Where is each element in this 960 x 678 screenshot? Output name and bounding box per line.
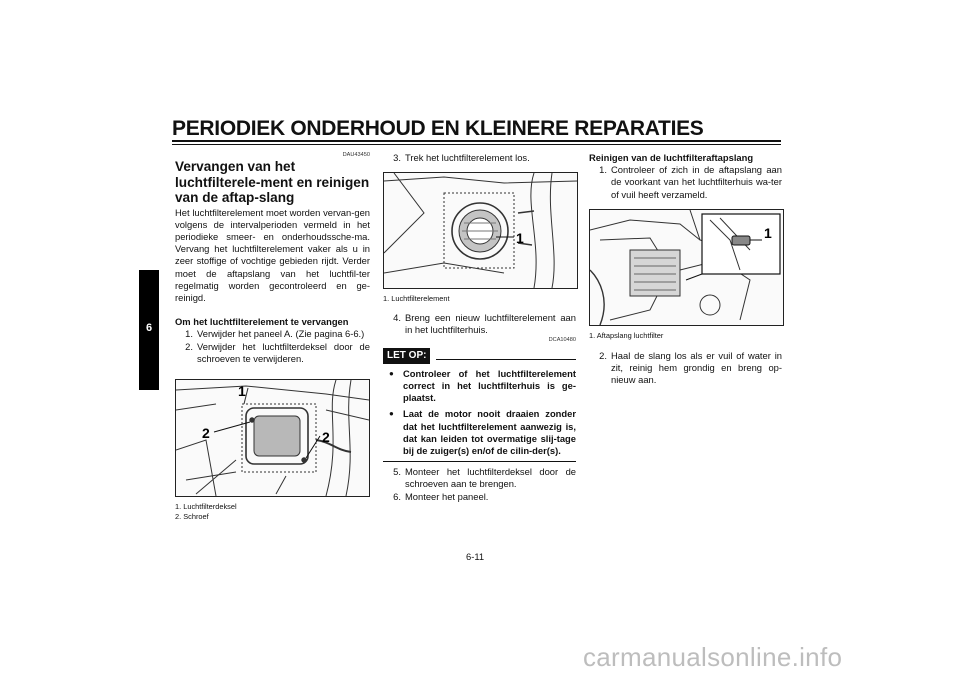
chapter-tab <box>139 270 159 390</box>
step-4 <box>383 312 576 336</box>
column-2 <box>383 152 576 503</box>
step-number: 1. <box>185 328 193 340</box>
step-3 <box>383 152 576 164</box>
step-number: 5. <box>393 466 401 478</box>
section-code: DAU43450 <box>342 152 370 158</box>
step-number: 2. <box>185 340 193 352</box>
caption-1: 1. Luchtfilterdeksel <box>175 501 237 511</box>
step-1 <box>589 164 782 201</box>
notice-label: LET OP: <box>383 348 430 364</box>
callout-1: 1 <box>238 382 246 399</box>
step-text: Controleer of zich in de aftapslang aan de voorkant van het luchtfilterhuis wa-ter of vuil heeft verzameld. <box>611 164 782 200</box>
notice-item <box>383 408 576 457</box>
callout-2-right: 2 <box>322 428 330 445</box>
figure-caption: 1. Luchtfilterelement <box>383 294 450 304</box>
page-number: 6-11 <box>466 551 485 562</box>
step-6 <box>383 491 576 503</box>
step-number: 2. <box>599 349 607 361</box>
intro-paragraph: Het luchtfilterelement moet worden vervan-gen volgens de intervalperioden vermeld in het periodieke smeer- en onderhoudssche-ma. Vervang het luchtfilterelement vaker als u in zeer stoffige of vochtige gebieden rijdt. Verder moet de aftapslang van het luchtfil-ter regelmatig worden gecontroleerd en ge-reinigd. <box>175 206 370 303</box>
figure-filter-cover <box>175 379 370 497</box>
step-text: Verwijder het luchtfilterdeksel door de schroeven te verwijderen. <box>197 340 370 364</box>
figure-drain-hose <box>589 209 784 326</box>
step-text: Trek het luchtfilterelement los. <box>405 152 530 163</box>
bullet-icon: ● <box>389 368 394 378</box>
page-title: PERIODIEK ONDERHOUD EN KLEINERE REPARATIES <box>172 117 704 140</box>
step-number: 4. <box>393 312 401 324</box>
drain-hose-illustration <box>590 210 783 325</box>
step-text: Haal de slang los als er vuil of water in zit, reinig hem grondig en breng op-nieuw aan. <box>611 349 782 386</box>
notice-text: Laat de motor nooit draaien zonder dat het luchtfilterelement aanwezig is, dat kan leiden tot overmatige slij-tage bij de zuiger(s) en/of de cilin-der(s). <box>403 408 576 457</box>
step-5 <box>383 466 576 490</box>
figure-filter-element <box>383 172 578 289</box>
column-1 <box>175 152 370 522</box>
notice-code: DCA10480 <box>548 336 576 343</box>
step-2 <box>589 350 782 387</box>
step-text: Monteer het paneel. <box>405 490 489 502</box>
step-1 <box>175 328 370 340</box>
figure-caption: 1. Aftapslang luchtfilter <box>589 330 664 340</box>
callout-1: 1 <box>764 224 772 241</box>
notice-header <box>383 348 576 364</box>
callout-2-left: 2 <box>202 424 210 441</box>
section-title: Vervangen van het luchtfilterele-ment en reinigen van de aftap-slang <box>175 159 370 205</box>
header-rule-thin <box>172 144 781 145</box>
callout-1: 1 <box>516 230 524 247</box>
subheading-replace-filter: Om het luchtfilterelement te vervangen <box>175 316 349 328</box>
chapter-number: 6 <box>145 322 153 334</box>
watermark: carmanualsonline.info <box>583 642 843 672</box>
step-number: 1. <box>599 164 607 176</box>
bullet-icon: ● <box>389 409 394 419</box>
subheading-drain-hose: Reinigen van de luchtfilteraftapslang <box>589 152 754 163</box>
caption-2: 2. Schroef <box>175 511 209 521</box>
header-rule <box>172 140 781 142</box>
filter-cover-illustration <box>176 380 369 496</box>
filter-element-illustration <box>384 173 577 288</box>
notice-item <box>383 368 576 405</box>
step-number: 3. <box>393 152 401 163</box>
notice-line <box>436 359 576 360</box>
step-number: 6. <box>393 490 401 502</box>
notice-rule <box>383 461 576 462</box>
figure-captions <box>175 502 370 522</box>
step-text: Breng een nieuw luchtfilterelement aan in het luchtfilterhuis. <box>405 312 576 336</box>
step-text: Monteer het luchtfilterdeksel door de schroeven aan te brengen. <box>405 466 576 490</box>
step-2 <box>175 341 370 365</box>
notice-text: Controleer of het luchtfilterelement correct in het luchtfilterhuis is ge-plaatst. <box>403 367 576 404</box>
step-text: Verwijder het paneel A. (Zie pagina 6-6.) <box>197 328 365 340</box>
column-3 <box>589 152 782 386</box>
